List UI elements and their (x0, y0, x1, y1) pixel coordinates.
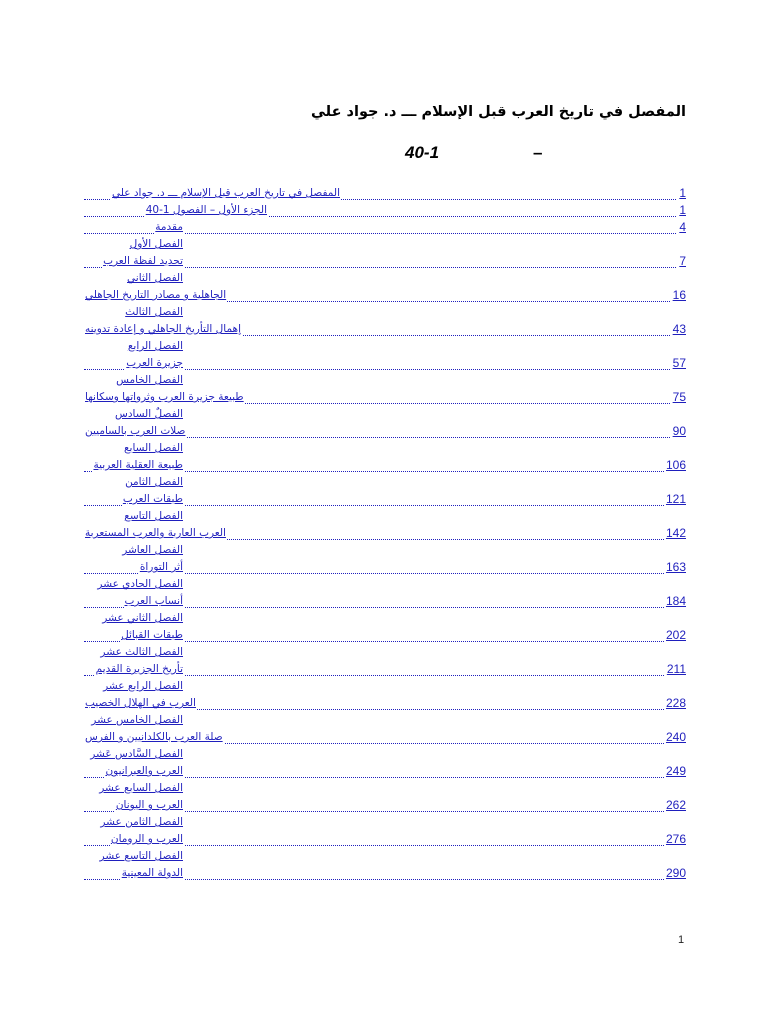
toc-entry-label[interactable]: طبقات العرب (122, 491, 184, 508)
toc-entry-page-number[interactable]: 276 (665, 832, 686, 846)
toc-entry[interactable] (84, 270, 686, 287)
toc-entry-page-number[interactable]: 290 (665, 866, 686, 880)
toc-entry-label[interactable]: الدولة المعينية (121, 865, 184, 882)
toc-entry-label[interactable]: الفصل الثامن (124, 474, 184, 491)
toc-entry-label[interactable]: الفصل الثاني (126, 270, 184, 287)
toc-entry[interactable] (84, 236, 686, 253)
toc-entry[interactable] (84, 610, 686, 627)
toc-entry-label[interactable]: الفصل الثالث (124, 304, 184, 321)
toc-entry[interactable] (84, 576, 686, 593)
toc-entry[interactable] (84, 457, 686, 474)
toc-entry[interactable] (84, 848, 686, 865)
toc-entry-label[interactable]: الفصل السابع عشر (98, 780, 184, 797)
toc-entry-page-number[interactable]: 106 (665, 458, 686, 472)
subtitle-number: 40-1 (405, 143, 440, 162)
toc-entry[interactable] (84, 185, 686, 202)
toc-entry-label[interactable]: تحديد لفظة العرب (102, 253, 184, 270)
toc-entry[interactable] (84, 661, 686, 678)
toc-entry-label[interactable]: الفصل العاشر (121, 542, 184, 559)
table-of-contents (84, 185, 686, 882)
toc-entry[interactable] (84, 542, 686, 559)
toc-entry[interactable] (84, 797, 686, 814)
toc-entry-page-number[interactable]: 163 (665, 560, 686, 574)
toc-entry-label[interactable]: صلات العرب بالساميين (84, 423, 186, 440)
toc-entry[interactable] (84, 559, 686, 576)
toc-entry[interactable] (84, 406, 686, 423)
toc-entry-label[interactable]: العرب و الرومان (110, 831, 184, 848)
toc-entry-page-number[interactable]: 16 (672, 288, 686, 302)
toc-entry-page-number[interactable]: 90 (672, 424, 686, 438)
toc-entry[interactable] (84, 644, 686, 661)
toc-entry-page-number[interactable]: 43 (672, 322, 686, 336)
toc-entry[interactable] (84, 372, 686, 389)
toc-entry[interactable] (84, 593, 686, 610)
toc-entry-label[interactable]: الفصل الحادي عشر (96, 576, 184, 593)
toc-entry-label[interactable]: العرب والعبرانيون (104, 763, 184, 780)
toc-entry[interactable] (84, 219, 686, 236)
toc-entry[interactable] (84, 814, 686, 831)
toc-entry[interactable] (84, 508, 686, 525)
toc-entry-label[interactable]: الفصلٌ السادس (114, 406, 184, 423)
toc-entry-label[interactable]: الفصل الثامن عشر (99, 814, 184, 831)
toc-entry-page-number[interactable]: 142 (665, 526, 686, 540)
toc-entry[interactable] (84, 780, 686, 797)
toc-entry-label[interactable]: الجزء الأول – الفصول 1-40 (145, 202, 268, 219)
toc-entry[interactable] (84, 491, 686, 508)
toc-entry-label[interactable]: الفصل الرابع عشر (102, 678, 184, 695)
toc-entry-label[interactable]: مقدمة (154, 219, 184, 236)
toc-entry-label[interactable]: العرب العاربة والعرب المستعربة (84, 525, 227, 542)
toc-entry[interactable] (84, 321, 686, 338)
toc-entry[interactable] (84, 440, 686, 457)
toc-entry[interactable] (84, 338, 686, 355)
toc-entry[interactable] (84, 423, 686, 440)
toc-entry-page-number[interactable]: 7 (679, 254, 686, 268)
toc-entry-label[interactable]: الفصل التاسع عشر (99, 848, 184, 865)
toc-entry-label[interactable]: الفصل السابع (123, 440, 184, 457)
toc-entry[interactable] (84, 831, 686, 848)
toc-entry-page-number[interactable]: 4 (679, 220, 686, 234)
toc-entry[interactable] (84, 202, 686, 219)
toc-entry-page-number[interactable]: 184 (665, 594, 686, 608)
toc-entry-label[interactable]: الفصل التاسع (123, 508, 184, 525)
toc-entry-page-number[interactable]: 240 (665, 730, 686, 744)
toc-entry-page-number[interactable]: 1 (679, 186, 686, 200)
toc-entry[interactable] (84, 627, 686, 644)
toc-entry-label[interactable]: الفصل الخامس (115, 372, 184, 389)
toc-entry-label[interactable]: الفصل الثالث عشر (99, 644, 184, 661)
toc-entry-page-number[interactable]: 1 (679, 203, 686, 217)
toc-entry-label[interactable]: إهمال التأريخ الجاهلي و إعادة تدوينه (84, 321, 242, 338)
toc-entry-label[interactable]: صلة العرب بالكلدانيين و الفرس (84, 729, 224, 746)
toc-entry-label[interactable]: طبيعة العقلية العربية (92, 457, 184, 474)
toc-entry-label[interactable]: الفصل الرابع (127, 338, 184, 355)
toc-entry-label[interactable]: المفصل في تاريخ العرب قبل الإسلام ـــ د. جواد علي (111, 185, 341, 202)
toc-entry-page-number[interactable]: 75 (672, 390, 686, 404)
toc-entry-page-number[interactable]: 262 (665, 798, 686, 812)
toc-entry-label[interactable]: الجاهلية و مصادر التاريخ الجاهلي (84, 287, 227, 304)
toc-entry-page-number[interactable]: 57 (672, 356, 686, 370)
toc-entry-label[interactable]: طبقات القبائل (120, 627, 184, 644)
toc-entry[interactable] (84, 389, 686, 406)
toc-entry-page-number[interactable]: 202 (665, 628, 686, 642)
toc-entry-label[interactable]: العرب في الهلال الخصيب (84, 695, 197, 712)
toc-entry-label[interactable]: جزيرة العرب (125, 355, 184, 372)
toc-entry[interactable] (84, 729, 686, 746)
toc-entry-label[interactable]: العرب و اليونان (115, 797, 184, 814)
toc-entry-label[interactable]: تأريخ الجزيرة القديم (95, 661, 184, 678)
toc-entry-label[interactable]: الفصل الأول (129, 236, 184, 253)
toc-entry[interactable] (84, 253, 686, 270)
toc-entry[interactable] (84, 474, 686, 491)
toc-entry-page-number[interactable]: 228 (665, 696, 686, 710)
toc-entry[interactable] (84, 746, 686, 763)
toc-entry-label[interactable]: الفصل الثاني عشر (101, 610, 184, 627)
document-subtitle (405, 143, 605, 163)
toc-entry[interactable] (84, 695, 686, 712)
toc-entry-page-number[interactable]: 211 (666, 662, 686, 676)
toc-entry[interactable] (84, 287, 686, 304)
page-number: 1 (678, 934, 685, 946)
subtitle-dash: – (533, 143, 543, 162)
toc-entry[interactable] (84, 865, 686, 882)
toc-entry[interactable] (84, 355, 686, 372)
toc-entry[interactable] (84, 678, 686, 695)
toc-entry-page-number[interactable]: 249 (665, 764, 686, 778)
toc-entry[interactable] (84, 763, 686, 780)
toc-entry[interactable] (84, 712, 686, 729)
toc-entry[interactable] (84, 304, 686, 321)
toc-entry-label[interactable]: أثر التوراة (139, 559, 184, 576)
toc-entry[interactable] (84, 525, 686, 542)
toc-entry-label[interactable]: الفصل السَّادس عَشر (89, 746, 184, 763)
toc-entry-label[interactable]: الفصل الخامس عشر (90, 712, 184, 729)
toc-entry-page-number[interactable]: 121 (665, 492, 686, 506)
toc-entry-label[interactable]: طبيعة جزيرة العرب وثرواتها وسكانها (84, 389, 245, 406)
toc-entry-label[interactable]: أنساب العرب (124, 593, 185, 610)
document-title: المفصل في تاريخ العرب قبل الإسلام ـــ د. جواد علي (310, 104, 686, 120)
